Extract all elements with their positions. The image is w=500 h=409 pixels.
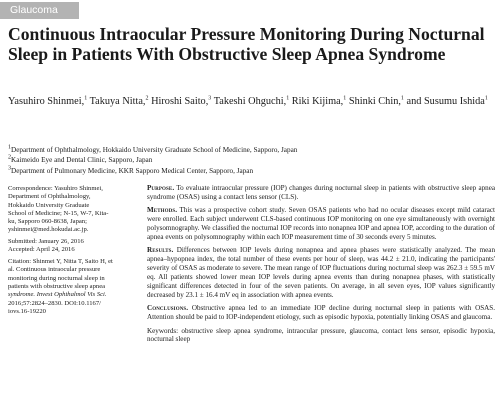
affiliations (8, 145, 496, 176)
results-label: Results. (147, 246, 174, 255)
author: Riki Kijima,$^1$ (291, 95, 347, 107)
article-info-sidebar (8, 185, 131, 320)
author-list (8, 93, 496, 111)
author: Yasuhiro Shinmei,$^1$ (8, 95, 88, 107)
results-text: Differences between IOP levels during nonapnea and apnea phases were statistically analyzed. The mean apnea–hypopnea index, the total number of these events per hour of sleep, was 44.2 ± 21.0, indicating the participants' severity of OSAS as moderate to severe. The mean range of IOP fluctuations during nocturnal sleep was 262.3 ± 59.5 mV eq. All patients showed lower mean IOP levels during apnea events than during nonapnea phases, with statistically significant differences detected in four of the seven patients. On average, in all seven eyes, IOP values significantly decreased by 23.1 ± 16.4 mV eq in association with apnea events. (147, 246, 495, 299)
abstract (147, 184, 495, 344)
correspondence-line: Department of Ophthalmology, (8, 193, 91, 201)
accepted-date: Accepted: April 24, 2016 (8, 246, 75, 254)
abstract-purpose (147, 184, 495, 202)
journal-section-badge: Glaucoma (0, 2, 79, 19)
citation-line: Citation: Shinmei Y, Nitta T, Saito H, et (8, 258, 113, 266)
methods-label: Methods. (147, 206, 178, 215)
affiliation: $^1$Department of Ophthalmology, Hokkaido University Graduate School of Medicine, Sapporo, Japan (8, 144, 298, 154)
author: Shinki Chin,$^1$ (348, 95, 404, 107)
citation-journal: syndrome. Invest Ophthalmol Vis Sci. (8, 291, 107, 299)
affiliation: $^2$Kaimeido Eye and Dental Clinic, Sapporo, Japan (8, 155, 153, 165)
citation-line: monitoring during nocturnal sleep in (8, 274, 105, 282)
abstract-methods (147, 206, 495, 241)
citation-block (8, 258, 131, 316)
submitted-date: Submitted: January 26, 2016 (8, 238, 84, 246)
author: Hiroshi Saito,$^3$ (151, 95, 212, 107)
citation-line: al. Continuous intraocular pressure (8, 266, 101, 274)
correspondence-line: Correspondence: Yasuhiro Shinmei, (8, 185, 103, 192)
correspondence-block (8, 185, 131, 235)
purpose-text: To evaluate intraocular pressure (IOP) changes during nocturnal sleep in patients with obstructive sleep apnea syndrome (OSAS) using a contact lens sensor (CLS). (147, 184, 495, 201)
correspondence-line: School of Medicine; N-15, W-7, Kita- (8, 209, 109, 217)
correspondence-line: Hokkaido University Graduate (8, 201, 90, 209)
purpose-label: Purpose. (147, 184, 175, 192)
citation-line: iovs.16-19220 (8, 307, 46, 315)
dates-block (8, 238, 131, 255)
citation-line: patients with obstructive sleep apnea (8, 283, 106, 291)
citation-doi[interactable]: 2016;57:2824–2830. DOI:10.1167/ (8, 299, 101, 307)
conclusions-label: Conclusions. (147, 304, 189, 313)
author: Takuya Nitta,$^2$ (89, 95, 149, 107)
abstract-results (147, 246, 495, 299)
author: Takeshi Ohguchi,$^1$ (213, 95, 290, 107)
author: and Susumu Ishida$^1$ (406, 95, 488, 107)
conclusions-text: Obstructive apnea led to an immediate IOP decline during nocturnal sleep in patients with OSAS. Attention should be paid to IOP-independent etiology, such as episodic hypoxia, potentially linking OSAS and glaucoma. (147, 304, 495, 322)
keywords: Keywords: obstructive sleep apnea syndrome, intraocular pressure, glaucoma, contact lens sensor, episodic hypoxia, nocturnal sleep (147, 326, 495, 344)
methods-text: This was a prospective cohort study. Seven OSAS patients who had no ocular diseases except mild cataract were enrolled. Each subject underwent CLS-based continuous IOP monitoring on one eye simultaneously with overnight polysomnography. We classified the nocturnal IOP records into nonapnea IOP and apnea IOP, according to the duration of apnea events on polysomnography within each IOP measurement time of 30 seconds every 5 minutes. (147, 206, 495, 241)
affiliation: $^3$Department of Pulmonary Medicine, KKR Sapporo Medical Center, Sapporo, Japan (8, 165, 254, 175)
correspondence-email[interactable]: yshinmei@med.hokudai.ac.jp. (8, 226, 89, 234)
article-title: Continuous Intraocular Pressure Monitoring During Nocturnal Sleep in Patients With Obstructive Sleep Apnea Syndrome (8, 24, 485, 64)
abstract-conclusions (147, 304, 495, 322)
correspondence-line: ku, Sapporo 060-8638, Japan; (8, 218, 87, 226)
